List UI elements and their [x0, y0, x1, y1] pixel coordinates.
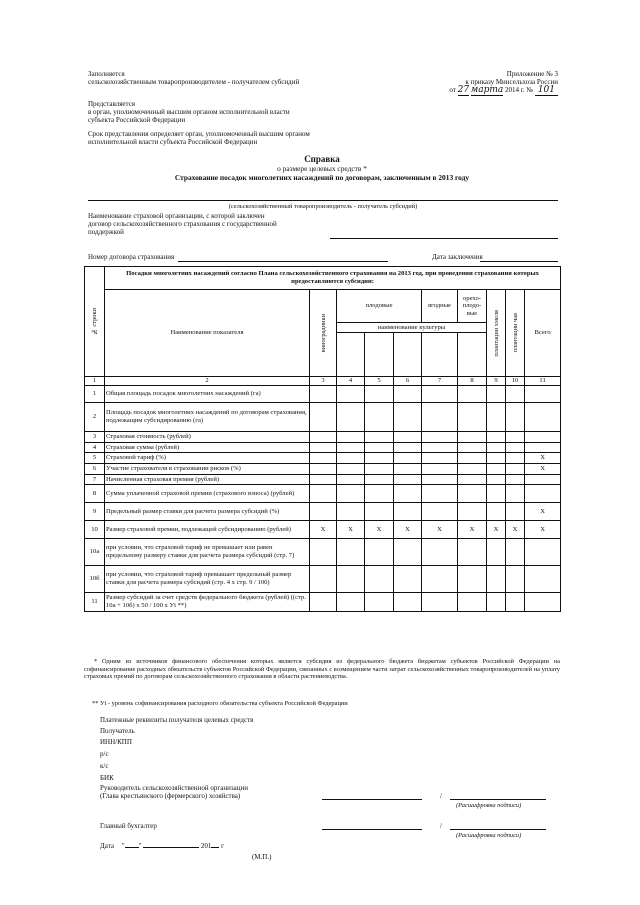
requisites-corr-account: к/с — [100, 762, 109, 770]
culture-cell — [422, 333, 458, 377]
value-cell[interactable] — [487, 464, 506, 475]
value-cell[interactable] — [506, 593, 525, 612]
footnote-subsidy: * Одним из источников финансового обеспечения которых является субсидия из федерального бюджета бюджетам субъектов Российской Федерации на софинансирование расходных обязательств субъектов Российской Федерации, связанных с возмещением части затрат сельскохозяйственных товаропроизводителей на уплату страховых премий по договорам сельскохозяйственного страхования в области растениеводства. — [84, 658, 560, 681]
value-cell[interactable] — [310, 464, 337, 475]
submitted-line3: субъекта Российской Федерации — [88, 116, 186, 124]
value-cell[interactable] — [310, 403, 337, 432]
order-month: марта — [470, 85, 504, 95]
column-number: 8 — [458, 377, 487, 386]
value-cell[interactable] — [487, 432, 506, 443]
value-cell[interactable] — [337, 386, 365, 403]
value-cell[interactable] — [506, 443, 525, 453]
requisites-title: Платежные реквизиты получателя целевых средств — [100, 716, 254, 724]
column-number: 5 — [365, 377, 394, 386]
column-number: 4 — [337, 377, 365, 386]
document-title — [84, 154, 560, 182]
not-applicable-mark: X — [422, 521, 458, 539]
title-insurance: Страхование посадок многолетних насаждений по договорам, заключенным в 2013 году — [174, 172, 470, 182]
head-decode-caption: (Расшифровка подписи) — [456, 802, 522, 809]
indicator-name: Сумма уплаченной страховой премии (страхового взноса) (рублей) — [105, 485, 310, 503]
value-cell[interactable] — [337, 453, 365, 464]
value-cell[interactable] — [422, 432, 458, 443]
nut-header: орехо-плодо-вые — [458, 290, 487, 323]
appendix-block — [438, 70, 558, 94]
value-cell[interactable] — [394, 593, 422, 612]
indicator-name: Общая площадь посадок многолетних насаждений (га) — [105, 386, 310, 403]
value-cell[interactable] — [365, 539, 394, 566]
value-cell[interactable] — [337, 443, 365, 453]
value-cell[interactable] — [310, 566, 337, 593]
hops-header: плантации хмеля — [492, 309, 500, 357]
culture-cell — [337, 333, 365, 377]
column-number: 11 — [525, 377, 561, 386]
value-cell[interactable] — [310, 539, 337, 566]
value-cell[interactable] — [394, 403, 422, 432]
indicator-name-header: Наименование показателя — [105, 290, 310, 377]
value-cell[interactable] — [458, 566, 487, 593]
not-applicable-mark: X — [487, 521, 506, 539]
value-cell[interactable] — [310, 453, 337, 464]
requisites-inn: ИНН/КПП — [100, 738, 132, 746]
value-cell[interactable] — [458, 386, 487, 403]
value-cell[interactable] — [506, 475, 525, 485]
indicator-name: Площадь посадок многолетних насаждений по договорам страхования, подлежащим субсидированию (га) — [105, 403, 310, 432]
submitted-line2: в орган, уполномоченный высшим органом исполнительной власти — [88, 108, 290, 116]
row-number: 6 — [85, 464, 105, 475]
contract-number-label: Номер договора страхования — [88, 253, 175, 261]
row-number: 5 — [85, 453, 105, 464]
row-number: 4 — [85, 443, 105, 453]
column-number: 3 — [310, 377, 337, 386]
row-number-header-cell — [85, 267, 105, 377]
stamp-placeholder: (М.П.) — [252, 853, 272, 861]
column-number: 2 — [105, 377, 310, 386]
row-number: 9 — [85, 503, 105, 521]
column-number: 9 — [487, 377, 506, 386]
value-cell[interactable] — [365, 593, 394, 612]
value-cell[interactable] — [458, 475, 487, 485]
value-cell[interactable] — [487, 566, 506, 593]
value-cell[interactable] — [525, 432, 561, 443]
table-row — [85, 566, 561, 593]
not-applicable-mark: X — [394, 521, 422, 539]
value-cell[interactable] — [525, 593, 561, 612]
row-number: 2 — [85, 403, 105, 432]
submitted-to-note — [88, 100, 290, 124]
value-cell[interactable] — [458, 503, 487, 521]
value-cell[interactable] — [506, 566, 525, 593]
filled-by-note — [88, 70, 299, 86]
row-number: 7 — [85, 475, 105, 485]
head-decode-line — [450, 799, 546, 800]
deadline-line2: исполнительной власти субъекта Российской Федерации — [88, 138, 258, 146]
order-number: 101 — [535, 85, 558, 96]
value-cell[interactable] — [365, 386, 394, 403]
column-number: 6 — [394, 377, 422, 386]
value-cell[interactable] — [310, 432, 337, 443]
value-cell[interactable] — [422, 539, 458, 566]
value-cell[interactable] — [422, 475, 458, 485]
value-cell[interactable] — [337, 566, 365, 593]
requisites-account: р/с — [100, 750, 109, 758]
value-cell[interactable] — [394, 453, 422, 464]
value-cell[interactable] — [365, 464, 394, 475]
culture-name-header: наименование культуры — [337, 323, 487, 333]
insurer-field-line — [330, 238, 558, 239]
indicator-name: при условии, что страховой тариф превышает предельный размер ставки для расчета размера субсидий (стр. 4 x стр. 9 / 100) — [105, 566, 310, 593]
table-row — [85, 485, 561, 503]
value-cell[interactable] — [422, 403, 458, 432]
value-cell[interactable] — [394, 503, 422, 521]
culture-cell — [365, 333, 394, 377]
value-cell[interactable] — [394, 485, 422, 503]
recipient-line — [88, 200, 558, 201]
value-cell[interactable] — [525, 539, 561, 566]
order-day: 27 — [457, 85, 470, 95]
value-cell[interactable] — [506, 403, 525, 432]
value-cell[interactable] — [394, 539, 422, 566]
table-row — [85, 443, 561, 453]
value-cell[interactable] — [337, 593, 365, 612]
insurer-label: Наименование страховой организации, с которой заключен договор сельскохозяйственного страхования с государственной поддержкой — [88, 212, 277, 236]
value-cell[interactable] — [365, 566, 394, 593]
not-applicable-mark: X — [337, 521, 365, 539]
value-cell[interactable] — [365, 432, 394, 443]
value-cell[interactable] — [337, 464, 365, 475]
contract-number-line — [178, 261, 388, 262]
culture-cell — [458, 333, 487, 377]
row-number: 10 — [85, 521, 105, 539]
row-number: 8 — [85, 485, 105, 503]
value-cell[interactable] — [365, 475, 394, 485]
column-number: 1 — [85, 377, 105, 386]
table-row — [85, 539, 561, 566]
deadline-note — [88, 130, 310, 146]
value-cell[interactable] — [310, 485, 337, 503]
head-signature-label: Руководитель сельскохозяйственной организации (Глава крестьянского (фермерского) хозяйства) — [100, 784, 248, 800]
value-cell[interactable] — [487, 475, 506, 485]
value-cell[interactable] — [310, 593, 337, 612]
value-cell[interactable] — [422, 485, 458, 503]
value-cell[interactable] — [487, 503, 506, 521]
value-cell[interactable] — [525, 485, 561, 503]
table-row — [85, 503, 561, 521]
accountant-label: Главный бухгалтер — [100, 822, 157, 830]
title-certificate: Справка — [304, 154, 340, 164]
recipient-caption: (сельскохозяйственный товаропроизводитель - получатель субсидий) — [228, 203, 418, 210]
value-cell[interactable] — [458, 443, 487, 453]
value-cell[interactable] — [422, 453, 458, 464]
value-cell[interactable] — [394, 443, 422, 453]
value-cell[interactable] — [422, 503, 458, 521]
value-cell[interactable] — [394, 566, 422, 593]
order-date-line: от 27 марта 2014 г. № 101 — [438, 86, 558, 94]
value-cell[interactable] — [458, 464, 487, 475]
value-cell[interactable] — [337, 503, 365, 521]
not-applicable-mark: X — [525, 464, 561, 475]
value-cell[interactable] — [458, 485, 487, 503]
indicator-name: Участие страхователя в страховании рисков (%) — [105, 464, 310, 475]
table-row — [85, 432, 561, 443]
vineyards-header: виноградники — [319, 313, 327, 353]
value-cell[interactable] — [365, 403, 394, 432]
contract-date-label: Дата заключения — [432, 253, 483, 261]
column-numbers-row — [85, 377, 561, 386]
not-applicable-mark: X — [525, 503, 561, 521]
value-cell[interactable] — [506, 464, 525, 475]
value-cell[interactable] — [422, 566, 458, 593]
indicators-table — [84, 266, 561, 612]
value-cell[interactable] — [422, 443, 458, 453]
value-cell[interactable] — [310, 475, 337, 485]
value-cell[interactable] — [506, 432, 525, 443]
fruit-header: плодовые — [337, 290, 422, 323]
requisites-recipient: Получатель — [100, 727, 135, 735]
requisites-bik: БИК — [100, 774, 114, 782]
appendix-number: Приложение № 3 — [506, 70, 558, 78]
row-number: 10б — [85, 566, 105, 593]
value-cell[interactable] — [525, 566, 561, 593]
value-cell[interactable] — [458, 403, 487, 432]
total-header: Всего — [525, 290, 561, 377]
table-row — [85, 593, 561, 612]
indicator-name: Размер страховой премии, подлежащей субсидированию (рублей) — [105, 521, 310, 539]
value-cell[interactable] — [458, 432, 487, 443]
row-number: 10а — [85, 539, 105, 566]
table-row — [85, 403, 561, 432]
not-applicable-mark: X — [506, 521, 525, 539]
value-cell[interactable] — [422, 593, 458, 612]
payment-requisites — [100, 716, 253, 782]
value-cell[interactable] — [458, 453, 487, 464]
not-applicable-mark: X — [458, 521, 487, 539]
not-applicable-mark: X — [310, 521, 337, 539]
vineyards-header-cell — [310, 290, 337, 377]
value-cell[interactable] — [337, 539, 365, 566]
hops-header-cell — [487, 290, 506, 377]
value-cell[interactable] — [506, 386, 525, 403]
value-cell[interactable] — [365, 443, 394, 453]
value-cell[interactable] — [394, 432, 422, 443]
row-number: 3 — [85, 432, 105, 443]
filled-by-line1: Заполняется — [88, 70, 125, 78]
berry-header: ягодные — [422, 290, 458, 323]
value-cell[interactable] — [487, 485, 506, 503]
table-row — [85, 464, 561, 475]
accountant-signature-line — [322, 829, 422, 830]
row-number-header: № строки — [91, 307, 98, 336]
indicator-name: при условии, что страховой тариф не превышает или равен предельному размеру ставки для расчета размера субсидий (стр. 7) — [105, 539, 310, 566]
value-cell[interactable] — [365, 485, 394, 503]
value-cell[interactable] — [525, 443, 561, 453]
row-number: 11 — [85, 593, 105, 612]
value-cell[interactable] — [394, 464, 422, 475]
value-cell[interactable] — [310, 443, 337, 453]
tea-header-cell — [506, 290, 525, 377]
table-row — [85, 386, 561, 403]
value-cell[interactable] — [458, 539, 487, 566]
date-line: Дата " " 201 г — [100, 842, 225, 850]
row-number: 1 — [85, 386, 105, 403]
value-cell[interactable] — [487, 443, 506, 453]
footnote-cofinancing: ** Уi - уровень софинансирования расходного обязательства субъекта Российской Федерации — [92, 700, 348, 707]
not-applicable-mark: X — [525, 453, 561, 464]
value-cell[interactable] — [422, 386, 458, 403]
value-cell[interactable] — [365, 453, 394, 464]
contract-date-line — [480, 261, 558, 262]
value-cell[interactable] — [337, 475, 365, 485]
value-cell[interactable] — [487, 453, 506, 464]
value-cell[interactable] — [506, 485, 525, 503]
value-cell[interactable] — [337, 432, 365, 443]
value-cell[interactable] — [506, 453, 525, 464]
table-row — [85, 521, 561, 539]
indicator-name: Страховой тариф (%) — [105, 453, 310, 464]
table-row — [85, 453, 561, 464]
value-cell[interactable] — [525, 403, 561, 432]
value-cell[interactable] — [310, 503, 337, 521]
title-subtitle: о размере целевых средств * — [277, 164, 367, 173]
value-cell[interactable] — [337, 403, 365, 432]
value-cell[interactable] — [310, 386, 337, 403]
value-cell[interactable] — [525, 475, 561, 485]
value-cell[interactable] — [337, 485, 365, 503]
column-number: 10 — [506, 377, 525, 386]
value-cell[interactable] — [487, 593, 506, 612]
order-reference: к приказу Минсельхоза России — [465, 78, 558, 86]
filled-by-line2: сельскохозяйственным товаропроизводителем - получателем субсидий — [88, 78, 300, 86]
accountant-decode-caption: (Расшифровка подписи) — [456, 832, 522, 839]
value-cell[interactable] — [365, 503, 394, 521]
value-cell[interactable] — [487, 539, 506, 566]
table-row — [85, 475, 561, 485]
tea-header: плантации чая — [511, 313, 519, 353]
value-cell[interactable] — [487, 403, 506, 432]
value-cell[interactable] — [394, 475, 422, 485]
value-cell[interactable] — [506, 503, 525, 521]
column-number: 7 — [422, 377, 458, 386]
value-cell[interactable] — [422, 464, 458, 475]
indicator-name: Начисленная страховая премия (рублей) — [105, 475, 310, 485]
head-signature-line — [322, 799, 422, 800]
not-applicable-mark: X — [365, 521, 394, 539]
plantings-header: Посадки многолетних насаждений согласно Плана сельскохозяйственного страхования на 2013 год, при проведении страхования которых предоставляются субсидии: — [105, 267, 561, 290]
indicator-name: Размер субсидий за счет средств федерального бюджета (рублей) ((стр. 10а + 10б) x 50 / 100 x Уi **) — [105, 593, 310, 612]
indicator-name: Предельный размер ставки для расчета размера субсидий (%) — [105, 503, 310, 521]
indicator-name: Страховая сумма (рублей) — [105, 443, 310, 453]
indicator-name: Страховая стоимость (рублей) — [105, 432, 310, 443]
deadline-line1: Срок представления определяет орган, уполномоченный высшим органом — [88, 130, 310, 138]
submitted-line1: Представляется — [88, 100, 135, 108]
value-cell[interactable] — [394, 386, 422, 403]
value-cell[interactable] — [506, 539, 525, 566]
culture-cell — [394, 333, 422, 377]
value-cell[interactable] — [525, 386, 561, 403]
value-cell[interactable] — [458, 593, 487, 612]
not-applicable-mark: X — [525, 521, 561, 539]
accountant-decode-line — [450, 829, 546, 830]
value-cell[interactable] — [487, 386, 506, 403]
